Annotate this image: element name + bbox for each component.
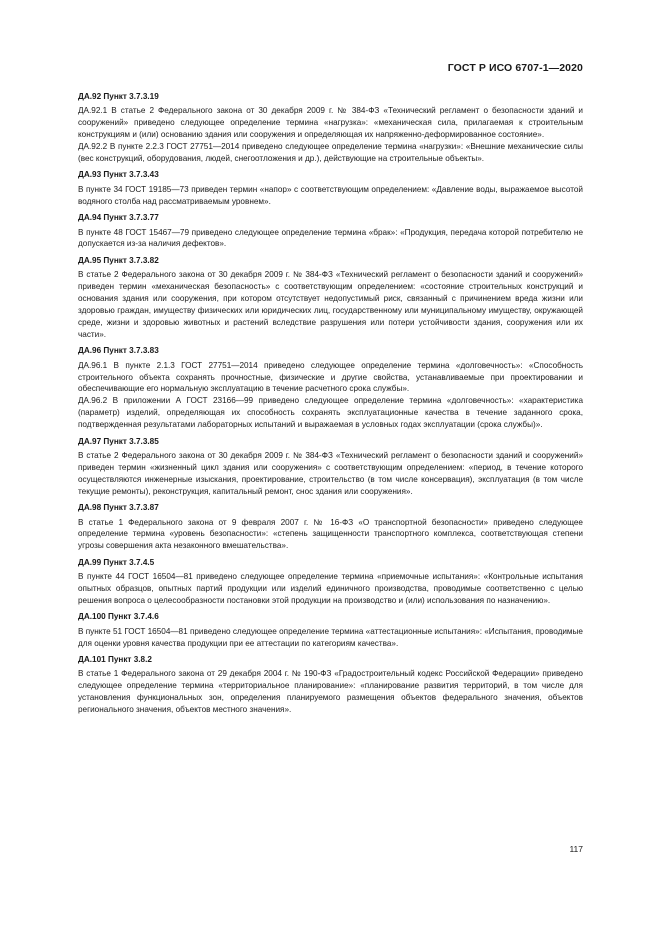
section-paragraph: В статье 1 Федерального закона от 9 февраля 2007 г. № 16-ФЗ «О транспортной безопасности» приведено следующее определение термина «уровень безопасности»: «степень защищенности транспортного комплекса, соответствующая степени угрозы совершения акта незаконного вмешательства». — [78, 517, 583, 551]
section-paragraph: В статье 1 Федерального закона от 29 декабря 2004 г. № 190-ФЗ «Градостроительный кодекс Российской Федерации» приведено следующее определение термина «территориальное планирование»: «планирование развития территорий, в том числе для установления функциональных зон, определения планируемого размещения объектов федерального значения, объектов регионального значения, объектов местного значения». — [78, 669, 583, 715]
section-paragraph: ДА.92.2 В пункте 2.2.3 ГОСТ 27751—2014 приведено следующее определение термина «нагрузки»: «Внешние механические силы (вес конструкций, оборудования, людей, снегоотложения и др.), действующие на строительные объекты». — [78, 142, 583, 164]
section-paragraph: В пункте 34 ГОСТ 19185—73 приведен термин «напор» с соответствующим определением: «Давление воды, выражаемое высотой водяного столба над рассматриваемым уровнем». — [78, 184, 583, 206]
section-da92 — [78, 91, 583, 165]
section-paragraph: В пункте 48 ГОСТ 15467—79 приведено следующее определение термина «брак»: «Продукция, передача которой потребителю не допускается из-за наличия дефектов». — [78, 227, 583, 249]
section-heading: ДА.93 Пункт 3.7.3.43 — [78, 170, 159, 180]
section-da98 — [78, 502, 583, 552]
section-heading: ДА.95 Пункт 3.7.3.82 — [78, 255, 159, 265]
section-paragraph: ДА.96.1 В пункте 2.1.3 ГОСТ 27751—2014 приведено следующее определение термина «долговечность»: «Способность строительного объекта сохранять прочностные, физические и другие свойства, устанавливаемые при проектировании и обеспечивающие его нормальную эксплуатацию в течение расчетного срока службы». — [78, 360, 583, 394]
section-paragraph: В статье 2 Федерального закона от 30 декабря 2009 г. № 384-ФЗ «Технический регламент о безопасности зданий и сооружений» приведен термин «жизненный цикл здания или сооружения» с соответствующим определением: «период, в течение которого осуществляются инженерные изыскания, проектирование, строительство (в том числе консервация), эксплуатация (в том числе текущие ремонты), реконструкция, капитальный ремонт, снос здания или сооружения». — [78, 450, 583, 496]
document-body — [78, 91, 583, 716]
section-da95 — [78, 255, 583, 341]
section-paragraph: В пункте 51 ГОСТ 16504—81 приведено следующее определение термина «аттестационные испытания»: «Испытания, проводимые для оценки уровня качества продукции при ее аттестации по категориям качества». — [78, 626, 583, 648]
section-paragraph: В пункте 44 ГОСТ 16504—81 приведено следующее определение термина «приемочные испытания»: «Контрольные испытания опытных образцов, опытных партий продукции или изделий единичного производства, проводимые соответственно с целью решения вопроса о целесообразности постановки этой продукции на производство и (или) использования по назначению». — [78, 572, 583, 605]
section-heading: ДА.97 Пункт 3.7.3.85 — [78, 436, 159, 446]
section-heading: ДА.94 Пункт 3.7.3.77 — [78, 213, 159, 223]
section-da96 — [78, 345, 583, 431]
section-heading: ДА.99 Пункт 3.7.4.5 — [78, 557, 155, 567]
section-da97 — [78, 436, 583, 498]
section-heading: ДА.101 Пункт 3.8.2 — [78, 655, 152, 665]
section-heading: ДА.100 Пункт 3.7.4.6 — [78, 612, 159, 622]
section-da94 — [78, 212, 583, 250]
section-da100 — [78, 611, 583, 649]
section-paragraph: ДА.96.2 В приложении А ГОСТ 23166—99 приведено следующее определение термина «долговечность»: «характеристика (параметр) изделий, определяющая их способность сохранять эксплуатационные качества в течение заданного срока, подтвержденная результатами лабораторных испытаний и выражаемая в условных годах эксплуатации (срока службы)». — [78, 396, 583, 430]
section-da99 — [78, 557, 583, 607]
section-paragraph: ДА.92.1 В статье 2 Федерального закона от 30 декабря 2009 г. № 384-ФЗ «Технический регламент о безопасности зданий и сооружений» приведено следующее определение термина «нагрузка»: «механическая сила, прилагаемая к строительным конструкциям и (или) основанию здания или сооружения и определяющая их напряженно-деформированное состояние». — [78, 106, 583, 140]
section-da93 — [78, 169, 583, 207]
section-heading: ДА.96 Пункт 3.7.3.83 — [78, 346, 159, 356]
section-heading: ДА.98 Пункт 3.7.3.87 — [78, 503, 159, 513]
section-paragraph: В статье 2 Федерального закона от 30 декабря 2009 г. № 384-ФЗ «Технический регламент о безопасности зданий и сооружений» приведен термин «механическая безопасность» с соответствующим определением: «состояние строительных конструкций и основания здания или сооружения, при котором отсутствует недопустимый риск, связанный с причинением вреда жизни или здоровью граждан, имуществу физических или юридических лиц, государственному или муниципальному имуществу, окружающей среде, жизни и здоровью животных и растений вследствие разрушения или потери устойчивости здания, сооружения или их части». — [78, 270, 583, 339]
section-heading: ДА.92 Пункт 3.7.3.19 — [78, 92, 159, 101]
standard-code-header: ГОСТ Р ИСО 6707-1—2020 — [447, 62, 583, 74]
section-da101 — [78, 654, 583, 716]
page-number: 117 — [569, 844, 583, 854]
